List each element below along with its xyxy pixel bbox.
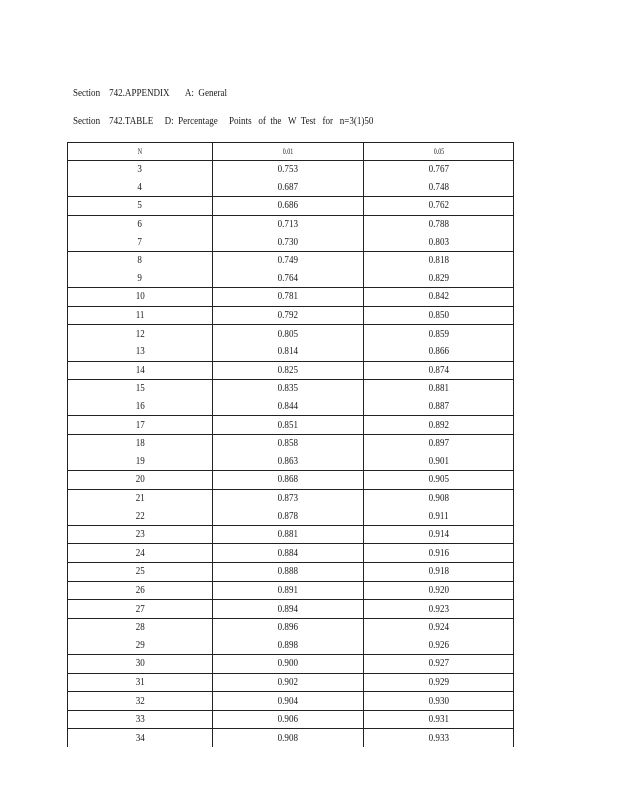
cell-p001: 0.902 (213, 673, 364, 692)
column-header-001: 0.01 (213, 143, 364, 161)
table-row (68, 692, 514, 711)
table-header-row (68, 143, 514, 161)
cell-p001: 0.851 (213, 416, 364, 435)
w-test-percentage-table (67, 142, 514, 747)
cell-n: 33 (68, 710, 213, 729)
cell-p001: 0.904 (213, 692, 364, 711)
cell-p001: 0.781 (213, 288, 364, 307)
table-row (68, 507, 514, 525)
table-row (68, 710, 514, 729)
cell-p005: 0.930 (364, 692, 514, 711)
table-row (68, 434, 514, 452)
column-header-n: N (68, 143, 213, 161)
cell-p001: 0.888 (213, 563, 364, 582)
w-test-table-container (67, 142, 513, 744)
cell-p001: 0.753 (213, 161, 364, 179)
cell-p005: 0.842 (364, 288, 514, 307)
cell-p005: 0.874 (364, 361, 514, 380)
cell-p005: 0.918 (364, 563, 514, 582)
table-row (68, 636, 514, 654)
cell-p005: 0.829 (364, 270, 514, 288)
cell-n: 16 (68, 398, 213, 416)
table-row (68, 343, 514, 361)
cell-p001: 0.884 (213, 544, 364, 563)
cell-n: 9 (68, 270, 213, 288)
cell-p005: 0.881 (364, 380, 514, 398)
cell-p001: 0.805 (213, 325, 364, 343)
table-row (68, 197, 514, 216)
cell-n: 12 (68, 325, 213, 343)
table-row (68, 544, 514, 563)
cell-p001: 0.873 (213, 489, 364, 507)
cell-n: 30 (68, 655, 213, 674)
cell-p005: 0.931 (364, 710, 514, 729)
cell-n: 21 (68, 489, 213, 507)
cell-n: 27 (68, 600, 213, 619)
cell-n: 19 (68, 453, 213, 471)
table-row (68, 270, 514, 288)
cell-p005: 0.920 (364, 581, 514, 600)
table-row (68, 489, 514, 507)
cell-n: 15 (68, 380, 213, 398)
table-row (68, 325, 514, 343)
table-row (68, 306, 514, 325)
cell-n: 8 (68, 251, 213, 269)
cell-n: 32 (68, 692, 213, 711)
cell-p005: 0.911 (364, 507, 514, 525)
cell-n: 6 (68, 215, 213, 233)
table-row (68, 416, 514, 435)
table-row (68, 453, 514, 471)
cell-p001: 0.844 (213, 398, 364, 416)
table-body (68, 161, 514, 748)
table-row (68, 380, 514, 398)
cell-p001: 0.749 (213, 251, 364, 269)
cell-p005: 0.850 (364, 306, 514, 325)
cell-p001: 0.906 (213, 710, 364, 729)
section-heading-table-title: Section 742.TABLE D: Percentage Points of the W Test for n=3(1)50 (73, 116, 374, 127)
cell-p005: 0.897 (364, 434, 514, 452)
cell-n: 23 (68, 525, 213, 544)
cell-n: 5 (68, 197, 213, 216)
cell-p001: 0.896 (213, 618, 364, 636)
cell-p005: 0.818 (364, 251, 514, 269)
cell-p001: 0.878 (213, 507, 364, 525)
column-header-005: 0.05 (364, 143, 514, 161)
cell-p001: 0.687 (213, 179, 364, 197)
cell-n: 10 (68, 288, 213, 307)
cell-p005: 0.929 (364, 673, 514, 692)
cell-n: 22 (68, 507, 213, 525)
table-row (68, 655, 514, 674)
cell-p005: 0.924 (364, 618, 514, 636)
table-row (68, 179, 514, 197)
table-row (68, 618, 514, 636)
cell-p001: 0.730 (213, 233, 364, 251)
cell-p005: 0.859 (364, 325, 514, 343)
cell-n: 14 (68, 361, 213, 380)
cell-p001: 0.835 (213, 380, 364, 398)
cell-n: 34 (68, 729, 213, 747)
cell-p001: 0.908 (213, 729, 364, 747)
cell-n: 20 (68, 471, 213, 490)
cell-p001: 0.891 (213, 581, 364, 600)
table-row (68, 600, 514, 619)
cell-p001: 0.900 (213, 655, 364, 674)
cell-p001: 0.713 (213, 215, 364, 233)
cell-p005: 0.901 (364, 453, 514, 471)
table-row (68, 233, 514, 251)
cell-p001: 0.814 (213, 343, 364, 361)
cell-p001: 0.764 (213, 270, 364, 288)
cell-n: 3 (68, 161, 213, 179)
cell-p001: 0.894 (213, 600, 364, 619)
cell-n: 26 (68, 581, 213, 600)
table-row (68, 215, 514, 233)
cell-n: 18 (68, 434, 213, 452)
cell-n: 24 (68, 544, 213, 563)
table-row (68, 288, 514, 307)
cell-p005: 0.905 (364, 471, 514, 490)
cell-p005: 0.916 (364, 544, 514, 563)
table-row (68, 563, 514, 582)
cell-n: 29 (68, 636, 213, 654)
table-row (68, 581, 514, 600)
cell-p005: 0.748 (364, 179, 514, 197)
table-row (68, 673, 514, 692)
cell-p005: 0.762 (364, 197, 514, 216)
table-row (68, 398, 514, 416)
cell-p005: 0.933 (364, 729, 514, 747)
table-row (68, 525, 514, 544)
cell-n: 25 (68, 563, 213, 582)
cell-p001: 0.881 (213, 525, 364, 544)
cell-p005: 0.887 (364, 398, 514, 416)
table-row (68, 361, 514, 380)
cell-p001: 0.686 (213, 197, 364, 216)
cell-p001: 0.863 (213, 453, 364, 471)
section-heading-appendix: Section 742.APPENDIX A: General (73, 88, 228, 99)
table-row (68, 471, 514, 490)
cell-p001: 0.825 (213, 361, 364, 380)
cell-n: 13 (68, 343, 213, 361)
cell-p001: 0.898 (213, 636, 364, 654)
cell-n: 31 (68, 673, 213, 692)
table-row (68, 161, 514, 179)
cell-p005: 0.927 (364, 655, 514, 674)
cell-p005: 0.803 (364, 233, 514, 251)
cell-p005: 0.788 (364, 215, 514, 233)
table-row (68, 729, 514, 747)
cell-p001: 0.858 (213, 434, 364, 452)
cell-p005: 0.914 (364, 525, 514, 544)
cell-p005: 0.866 (364, 343, 514, 361)
cell-p005: 0.908 (364, 489, 514, 507)
cell-p001: 0.868 (213, 471, 364, 490)
cell-n: 7 (68, 233, 213, 251)
cell-n: 4 (68, 179, 213, 197)
cell-p005: 0.767 (364, 161, 514, 179)
cell-n: 11 (68, 306, 213, 325)
cell-p005: 0.926 (364, 636, 514, 654)
cell-p005: 0.923 (364, 600, 514, 619)
cell-p005: 0.892 (364, 416, 514, 435)
table-row (68, 251, 514, 269)
cell-p001: 0.792 (213, 306, 364, 325)
cell-n: 28 (68, 618, 213, 636)
cell-n: 17 (68, 416, 213, 435)
